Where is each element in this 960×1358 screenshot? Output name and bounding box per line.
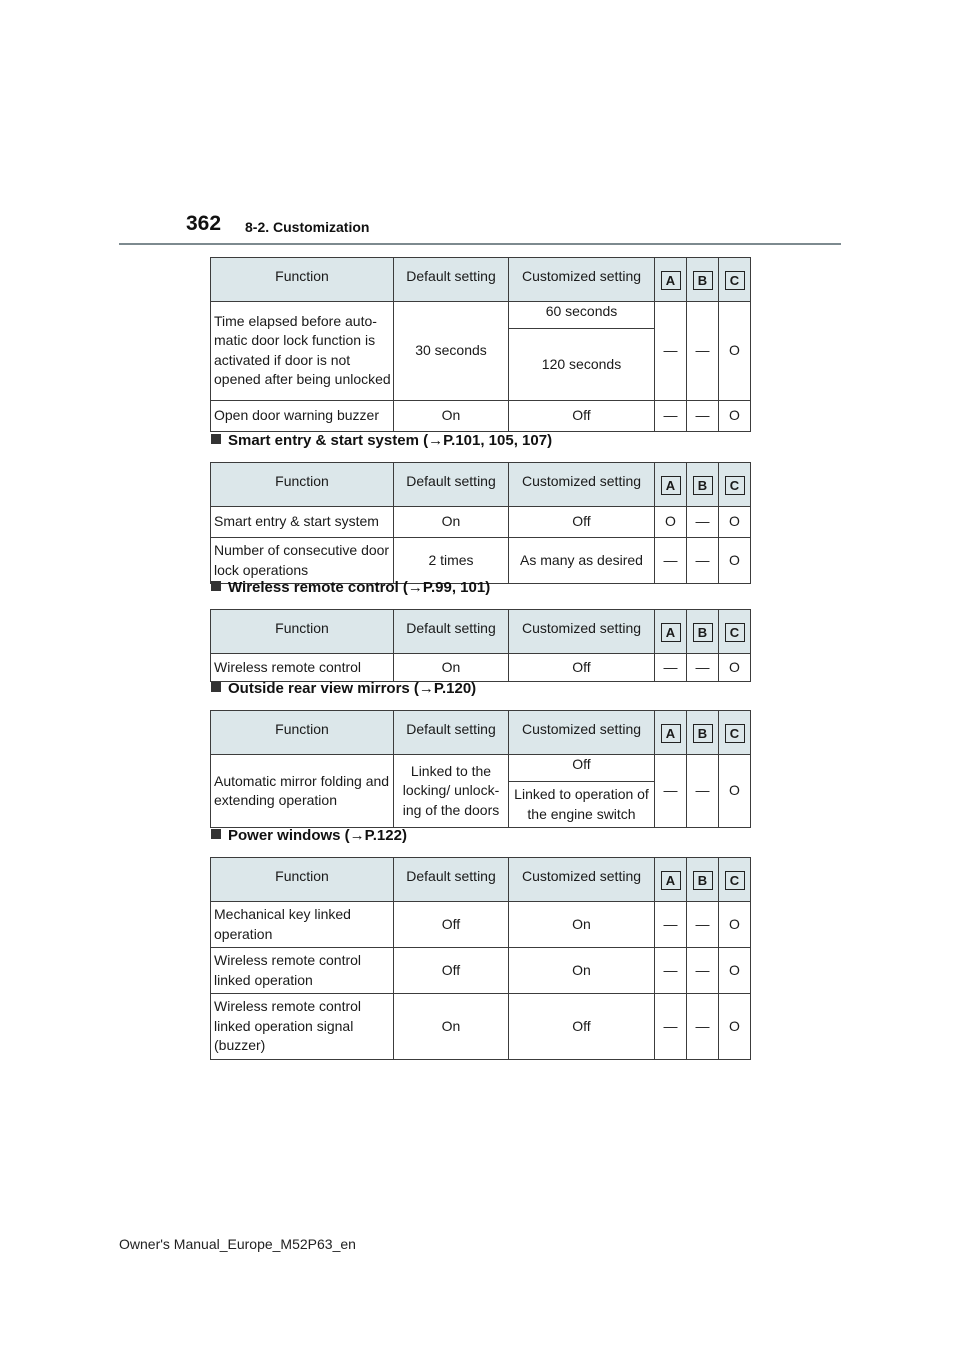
cell-function: Wireless remote control linked operation signal (buzzer) [211, 994, 394, 1060]
table-row [211, 538, 751, 584]
header-b [687, 463, 719, 507]
header-rule [119, 243, 841, 245]
cell-a: — [655, 654, 687, 682]
cell-default: 2 times [394, 538, 509, 584]
header-default: Default setting [394, 463, 509, 507]
header-default: Default setting [394, 610, 509, 654]
door-lock-table [210, 257, 751, 432]
square-bullet-icon [211, 581, 221, 591]
cell-a: — [655, 538, 687, 584]
cell-c: O [719, 994, 751, 1060]
table-row [211, 654, 751, 682]
header-default: Default setting [394, 711, 509, 755]
cell-c: O [719, 507, 751, 538]
cell-c: O [719, 401, 751, 432]
cell-default: On [394, 401, 509, 432]
cell-c: O [719, 902, 751, 948]
cell-a: — [655, 302, 687, 401]
cell-b: — [687, 507, 719, 538]
cell-default: Off [394, 902, 509, 948]
header-c [719, 711, 751, 755]
cell-a: O [655, 507, 687, 538]
cell-custom: As many as desired [509, 538, 655, 584]
square-bullet-icon [211, 682, 221, 692]
cell-custom: On [509, 948, 655, 994]
header-a [655, 463, 687, 507]
section-label: 8-2. Customization [245, 219, 370, 235]
cell-b: — [687, 948, 719, 994]
header-customized: Customized setting [509, 711, 655, 755]
cell-function: Wireless remote control [211, 654, 394, 682]
cell-function: Wireless remote control linked operation [211, 948, 394, 994]
cell-b: — [687, 994, 719, 1060]
cell-custom: On [509, 902, 655, 948]
header-c [719, 610, 751, 654]
cell-c: O [719, 538, 751, 584]
header-function: Function [211, 858, 394, 902]
cell-custom: Linked to operation of the engine switch [509, 782, 655, 828]
cell-b: — [687, 902, 719, 948]
header-function: Function [211, 463, 394, 507]
header-c [719, 858, 751, 902]
table-header-row [211, 610, 751, 654]
cell-function: Open door warning buzzer [211, 401, 394, 432]
header-customized: Customized setting [509, 463, 655, 507]
cell-a: — [655, 948, 687, 994]
cell-default: Off [394, 948, 509, 994]
cell-custom: Off [509, 401, 655, 432]
cell-b: — [687, 654, 719, 682]
badge-b: B [693, 871, 713, 890]
section-heading-mirrors: Outside rear view mirrors (→P.120) [211, 680, 476, 697]
header-c [719, 463, 751, 507]
table-row [211, 994, 751, 1060]
cell-c: O [719, 948, 751, 994]
table-header-row [211, 858, 751, 902]
square-bullet-icon [211, 434, 221, 444]
header-function: Function [211, 711, 394, 755]
badge-b: B [693, 623, 713, 642]
badge-a: A [661, 871, 681, 890]
badge-c: C [725, 724, 745, 743]
header-c [719, 258, 751, 302]
cell-default: On [394, 654, 509, 682]
table-header-row [211, 258, 751, 302]
table-row [211, 401, 751, 432]
header-b [687, 258, 719, 302]
table-header-row [211, 463, 751, 507]
cell-default: 30 seconds [394, 302, 509, 401]
cell-c: O [719, 302, 751, 401]
header-function: Function [211, 610, 394, 654]
badge-c: C [725, 623, 745, 642]
cell-function: Smart entry & start system [211, 507, 394, 538]
table-header-row [211, 711, 751, 755]
section-heading-smart-entry: Smart entry & start system (→P.101, 105, 107) [211, 432, 552, 449]
badge-b: B [693, 476, 713, 495]
badge-c: C [725, 476, 745, 495]
cell-c: O [719, 654, 751, 682]
header-a [655, 258, 687, 302]
header-customized: Customized setting [509, 610, 655, 654]
header-default: Default setting [394, 858, 509, 902]
cell-a: — [655, 401, 687, 432]
header-a [655, 711, 687, 755]
table-row [211, 507, 751, 538]
cell-function: Automatic mirror folding and extending operation [211, 755, 394, 828]
cell-custom: Off [509, 755, 655, 782]
table-row [211, 902, 751, 948]
table-row [211, 302, 751, 329]
cell-custom: 120 seconds [509, 329, 655, 401]
badge-c: C [725, 871, 745, 890]
table-row [211, 755, 751, 782]
windows-table [210, 857, 751, 1060]
cell-custom: Off [509, 994, 655, 1060]
cell-b: — [687, 755, 719, 828]
section-heading-wireless: Wireless remote control (→P.99, 101) [211, 579, 490, 596]
cell-a: — [655, 755, 687, 828]
badge-a: A [661, 623, 681, 642]
smart-entry-table [210, 462, 751, 584]
section-heading-windows: Power windows (→P.122) [211, 827, 407, 844]
cell-function: Number of consecutive door lock operations [211, 538, 394, 584]
header-customized: Customized setting [509, 258, 655, 302]
cell-custom: Off [509, 507, 655, 538]
badge-b: B [693, 724, 713, 743]
header-b [687, 711, 719, 755]
cell-default: On [394, 994, 509, 1060]
header-customized: Customized setting [509, 858, 655, 902]
table-row [211, 948, 751, 994]
badge-c: C [725, 271, 745, 290]
mirrors-table [210, 710, 751, 828]
cell-default: On [394, 507, 509, 538]
cell-custom: 60 seconds [509, 302, 655, 329]
header-default: Default setting [394, 258, 509, 302]
badge-b: B [693, 271, 713, 290]
cell-c: O [719, 755, 751, 828]
badge-a: A [661, 724, 681, 743]
page-footer: Owner's Manual_Europe_M52P63_en [119, 1236, 356, 1252]
header-b [687, 610, 719, 654]
cell-default: Linked to the locking/ unlock-ing of the doors [394, 755, 509, 828]
header-function: Function [211, 258, 394, 302]
badge-a: A [661, 476, 681, 495]
cell-b: — [687, 302, 719, 401]
header-a [655, 610, 687, 654]
cell-function: Time elapsed before auto-matic door lock function is activated if door is not opened after being unlocked [211, 302, 394, 401]
cell-a: — [655, 994, 687, 1060]
cell-b: — [687, 401, 719, 432]
wireless-table [210, 609, 751, 682]
page-number: 362 [186, 212, 222, 235]
badge-a: A [661, 271, 681, 290]
cell-a: — [655, 902, 687, 948]
header-a [655, 858, 687, 902]
cell-custom: Off [509, 654, 655, 682]
cell-function: Mechanical key linked operation [211, 902, 394, 948]
cell-b: — [687, 538, 719, 584]
square-bullet-icon [211, 829, 221, 839]
header-b [687, 858, 719, 902]
